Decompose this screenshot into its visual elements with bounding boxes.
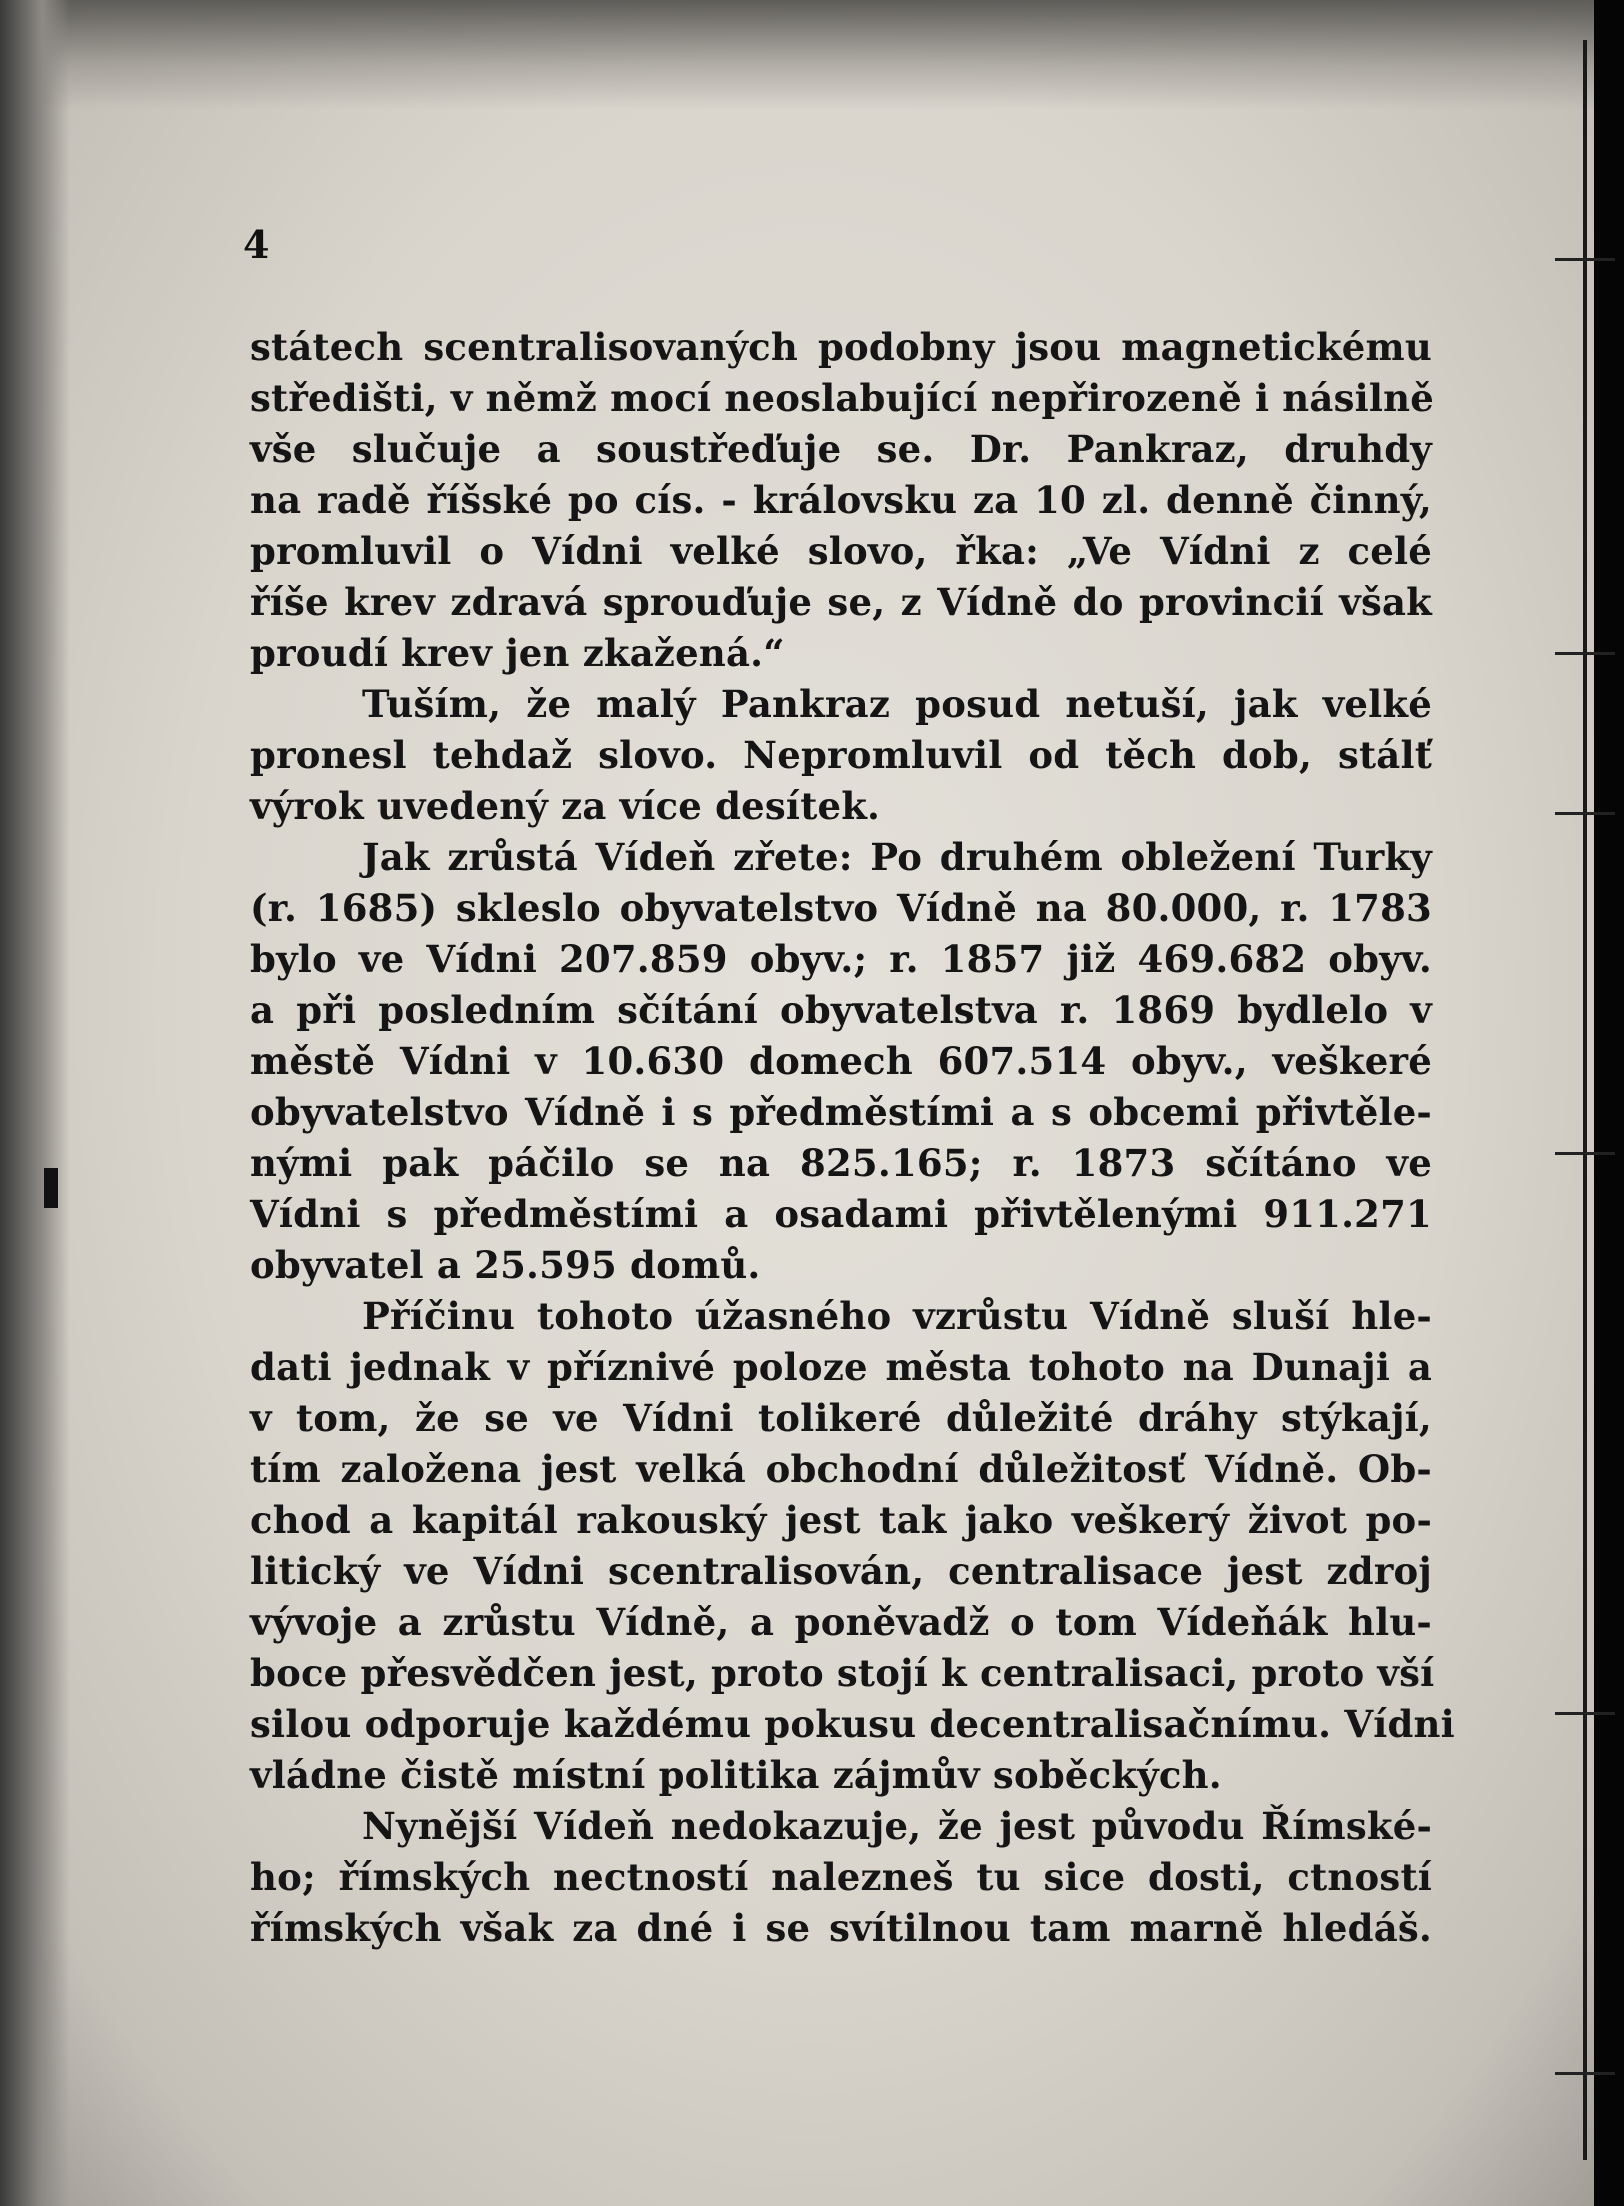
binding-tick bbox=[1555, 1152, 1615, 1155]
margin-mark bbox=[44, 1168, 58, 1208]
text-line: vývoje a zrůstu Vídně, a poněvadž o tom Vídeňák hlu- bbox=[250, 1600, 1432, 1644]
body-text bbox=[250, 322, 1455, 1954]
text-line: a při posledním sčítání obyvatelstva r. 1869 bydlelo v bbox=[250, 988, 1432, 1032]
text-line: pronesl tehdaž slovo. Nepromluvil od těch dob, stálť bbox=[250, 733, 1432, 777]
text-line: říše krev zdravá sprouďuje se, z Vídně do provincií však bbox=[250, 580, 1432, 624]
text-line: státech scentralisovaných podobny jsou magnetickému bbox=[250, 325, 1432, 369]
text-line: dati jednak v příznivé poloze města tohoto na Dunaji a bbox=[250, 1345, 1432, 1389]
text-line: vše slučuje a soustřeďuje se. Dr. Pankraz, druhdy bbox=[250, 427, 1432, 471]
text-line: proudí krev jen zkažená.“ bbox=[250, 631, 785, 675]
binding-tick bbox=[1555, 258, 1615, 261]
text-line: boce přesvědčen jest, proto stojí k centralisaci, proto vší bbox=[250, 1651, 1435, 1695]
text-line: obyvatel a 25.595 domů. bbox=[250, 1243, 761, 1287]
text-line: tím založena jest velká obchodní důležitosť Vídně. Ob- bbox=[250, 1447, 1432, 1491]
text-line: silou odporuje každému pokusu decentralisačnímu. Vídni bbox=[250, 1702, 1455, 1746]
text-line: litický ve Vídni scentralisován, centralisace jest zdroj bbox=[250, 1549, 1432, 1593]
left-scan-shadow bbox=[0, 0, 70, 2206]
text-line: Tuším, že malý Pankraz posud netuší, jak velké bbox=[362, 682, 1432, 726]
binding-line bbox=[1583, 40, 1587, 2160]
binding-tick bbox=[1555, 812, 1615, 815]
page-number: 4 bbox=[243, 222, 270, 267]
text-line: Nynější Vídeň nedokazuje, že jest původu Římské- bbox=[362, 1804, 1432, 1848]
text-line: v tom, že se ve Vídni tolikeré důležité dráhy stýkají, bbox=[250, 1396, 1432, 1440]
text-line: bylo ve Vídni 207.859 obyv.; r. 1857 již 469.682 obyv. bbox=[250, 937, 1432, 981]
text-line: městě Vídni v 10.630 domech 607.514 obyv., veškeré bbox=[250, 1039, 1432, 1083]
text-line: Vídni s předměstími a osadami přivtělenými 911.271 bbox=[250, 1192, 1432, 1236]
top-scan-shadow bbox=[0, 0, 1624, 110]
binding-tick bbox=[1555, 652, 1615, 655]
text-line: výrok uvedený za více desítek. bbox=[250, 784, 881, 828]
text-line: římských však za dné i se svítilnou tam marně hledáš. bbox=[250, 1906, 1432, 1950]
text-line: Jak zrůstá Vídeň zřete: Po druhém obležení Turky bbox=[362, 835, 1432, 879]
text-line: chod a kapitál rakouský jest tak jako veškerý život po- bbox=[250, 1498, 1432, 1542]
binding-tick bbox=[1555, 2072, 1615, 2075]
text-line: (r. 1685) skleslo obyvatelstvo Vídně na 80.000, r. 1783 bbox=[250, 886, 1432, 930]
text-line: nými pak páčilo se na 825.165; r. 1873 sčítáno ve bbox=[250, 1141, 1432, 1185]
text-line: promluvil o Vídni velké slovo, řka: „Ve Vídni z celé bbox=[250, 529, 1432, 573]
text-line: ho; římských nectností nalezneš tu sice dosti, ctností bbox=[250, 1855, 1432, 1899]
text-line: Příčinu tohoto úžasného vzrůstu Vídně sluší hle- bbox=[362, 1294, 1432, 1338]
right-scan-edge bbox=[1594, 0, 1624, 2206]
text-line: na radě říšské po cís. - královsku za 10 zl. denně činný, bbox=[250, 478, 1432, 522]
text-line: obyvatelstvo Vídně i s předměstími a s obcemi přivtěle- bbox=[250, 1090, 1432, 1134]
text-line: středišti, v němž mocí neoslabující nepřirozeně i násilně bbox=[250, 376, 1434, 420]
binding-tick bbox=[1555, 1712, 1615, 1715]
text-line: vládne čistě místní politika zájmův soběckých. bbox=[250, 1753, 1222, 1797]
